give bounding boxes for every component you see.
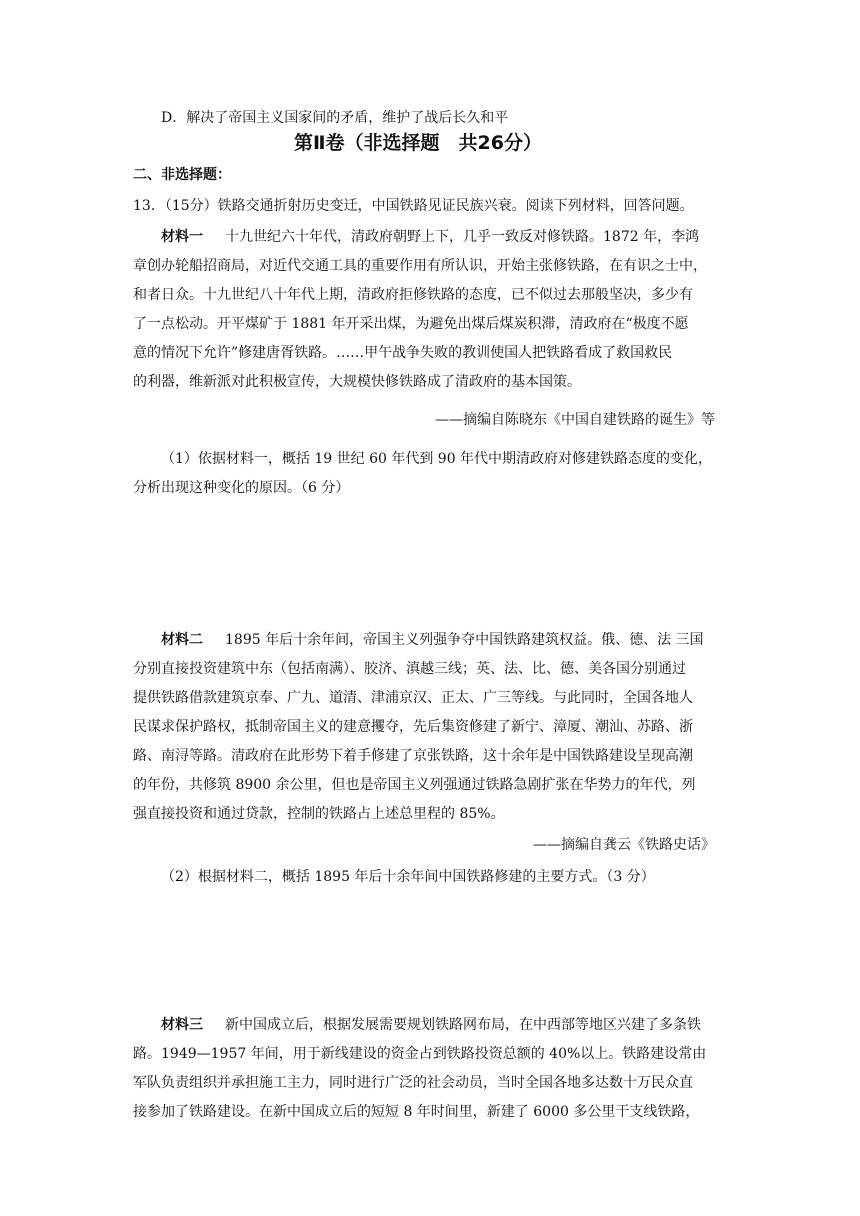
material-3-label: 材料三 [161,1017,203,1033]
question-1-line: 分析出现这种变化的原因。（6 分） [133,480,350,496]
question-1-line: （1）依据材料一，概括 19 世纪 60 年代到 90 年代中期清政府对修建铁路态度的变化， [161,451,713,467]
material-3-line: 新中国成立后，根据发展需要规划铁路网布局，在中西部等地区兴建了多条铁 [225,1017,701,1033]
material-2-line: 民谋求保护路权，抵制帝国主义的建意攫夺，先后集资修建了新宁、漳厦、潮汕、苏路、浙 [133,719,693,735]
material-3-line: 接参加了铁路建设。在新中国成立后的短短 8 年时间里，新建了 6000 多公里干支线铁路， [133,1104,700,1120]
material-3-line: 军队负责组织并承担施工主力，同时进行广泛的社会动员，当时全国各地多达数十万民众直 [133,1075,693,1091]
material-2-line: 路、南浔等路。清政府在此形势下着手修建了京张铁路，这十余年是中国铁路建设呈现高潮 [133,748,693,764]
material-1-label: 材料一 [161,229,203,245]
section-title: 第Ⅱ卷（非选择题 共26分） [294,132,542,154]
material-2-line: 1895 年后十余年间，帝国主义列强争夺中国铁路建筑权益。俄、德、法 三国 [225,632,704,648]
material-3-line: 路。1949—1957 年间，用于新线建设的资金占到铁路投资总额的 40%以上。铁路建设常由 [133,1046,707,1062]
material-2-source: ——摘编自龚云《铁路史话》 [533,837,715,853]
material-1-line: 意的情况下允许”修建唐胥铁路。……甲午战争失败的教训使国人把铁路看成了救国救民 [133,345,673,361]
material-2-line: 提供铁路借款建筑京奉、广九、道清、津浦京汉、正太、广三等线。与此同时，全国各地人 [133,690,693,706]
material-1-line: 和者日众。十九世纪八十年代上期，清政府拒修铁路的态度，已不似过去那般坚决，多少有 [133,287,693,303]
material-2-label: 材料二 [161,632,203,648]
option-d: D．解决了帝国主义国家间的矛盾，维护了战后长久和平 [161,110,509,126]
question-13-intro: 13．（15分）铁路交通折射历史变迁，中国铁路见证民族兴衰。阅读下列材料，回答问题。 [133,198,694,214]
material-2-line: 强直接投资和通过贷款，控制的铁路占上述总里程的 85%。 [133,806,505,822]
material-1-line: 十九世纪六十年代，清政府朝野上下，几乎一致反对修铁路。1872 年，李鸿 [225,229,700,245]
material-1-source: ——摘编自陈晓东《中国自建铁路的诞生》等 [435,412,715,428]
material-1-line: 了一点松动。开平煤矿于 1881 年开采出煤，为避免出煤后煤炭积滞，清政府在“极度不愿 [133,316,689,332]
material-2-line: 分别直接投资建筑中东（包括南满）、胶济、滇越三线；英、法、比、德、美各国分别通过 [133,661,686,677]
section-heading: 二、非选择题： [133,167,231,183]
material-1-line: 的利器，维新派对此积极宣传，大规模快修铁路成了清政府的基本国策。 [133,374,581,390]
question-2: （2）根据材料二，概括 1895 年后十余年间中国铁路修建的主要方式。（3 分） [161,869,655,885]
material-2-line: 的年份，共修筑 8900 余公里，但也是帝国主义列强通过铁路急剧扩张在华势力的年代，列 [133,777,696,793]
material-1-line: 章创办轮船招商局，对近代交通工具的重要作用有所认识，开始主张修铁路，在有识之士中， [133,258,707,274]
